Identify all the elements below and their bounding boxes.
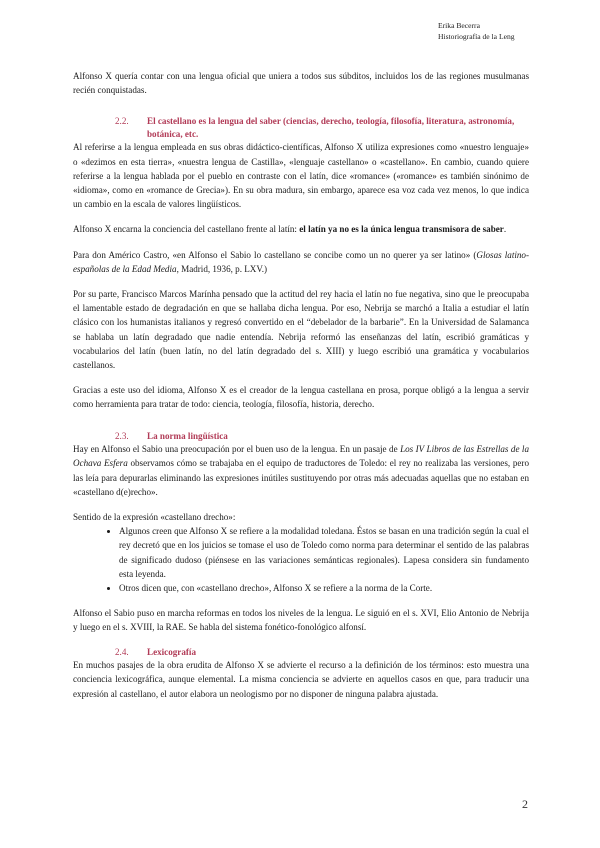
page-number: 2 xyxy=(522,797,528,811)
paragraph: Al referirse a la lengua empleada en sus obras didáctico-científicas, Alfonso X utiliza expresiones como «nuestro lenguaje» o «dezimos en esta tierra», «nuestra lengua de Castilla», «lenguaje castellano» o «castellano». En cambio, cuando quiere referirse a la lengua hablada por el pueblo en contraste con el latín, dice «romance» («romance» es también sinónimo de «idioma», como en «romance de Grecia»). En su obra madura, sin embargo, aparece esa voz cada vez menos, lo que indica un cambio en la escala de valores lingüísticos. xyxy=(73,142,529,210)
book-title: Los IV Libros de las Estrellas de la Ochava Esfera xyxy=(73,444,529,469)
text-run: Alfonso X encarna la conciencia del castellano frente al latín: xyxy=(73,224,300,235)
document-body xyxy=(73,69,529,701)
paragraph: Alfonso X quería contar con una lengua oficial que uniera a todos sus súbditos, incluidos los de las regiones musulmanas recién conquistadas. xyxy=(73,71,529,96)
text-run: Hay en Alfonso el Sabio una preocupación por el buen uso de la lengua. En un pasaje de xyxy=(73,444,401,455)
list-item: • Algunos creen que Alfonso X se refiere a la modalidad toledana. Éstos se basan en una tradición según la cual el rey decretó que en los juicios se tomase el uso de Toledo como norma para determinar el sentido de las palabras de significado dudoso (piénsese en las variaciones semánticas regionales). Lapesa considera sin fundamento esta leyenda. xyxy=(119,524,529,581)
text-run: Para don Américo Castro, «en Alfonso el Sabio lo castellano se concibe como un no querer ya ser latino» ( xyxy=(73,249,477,260)
section-title: La norma lingüística xyxy=(147,430,228,441)
paragraph xyxy=(73,442,529,499)
book-title: Glosas latino-españolas de la Edad Media xyxy=(73,249,529,274)
bullet-list xyxy=(73,524,529,595)
section-number: 2.3. xyxy=(115,430,129,441)
paragraph xyxy=(73,222,529,236)
section-title: Lexicografía xyxy=(147,646,196,657)
section-heading-2-3 xyxy=(73,430,529,443)
section-heading-2-2 xyxy=(73,115,529,140)
text-run: . xyxy=(503,224,507,235)
paragraph: Gracias a este uso del idioma, Alfonso X es el creador de la lengua castellana en prosa, porque obligó a la lengua a servir como herramienta para tratar de todo: ciencia, teología, filosofía, historia, derecho. xyxy=(73,385,529,410)
section-number: 2.2. xyxy=(115,116,129,127)
page-header xyxy=(438,20,528,42)
list-item: • Otros dicen que, con «castellano drecho», Alfonso X se refiere a la norma de la Corte. xyxy=(119,581,529,595)
header-course: Historiografía de la Leng xyxy=(438,32,515,41)
emphasis-text: el latín ya no es la única lengua transmisora de saber xyxy=(299,224,504,235)
paragraph: Por su parte, Francisco Marcos Marínha pensado que la actitud del rey hacia el latín no fue negativa, sino que le preocupaba el lamentable estado de degradación en que se hallaba dicha lengua. Por eso, Nebrija se marchó a Italia a estudiar el latín clásico con los humanistas italianos y regresó convertido en el “debelador de la barbarie”. En la Universidad de Salamanca se hablaba un latín degradado que nadie entendía. Nebrija reformó las enseñanzas del latín, escribió gramáticas y vocabularios del latín (buen latín, no del latín degradado del s. XIII) y luego escribió una gramática y vocabularios castellanos. xyxy=(73,289,529,371)
text-run: , Madrid, 1936, p. LXV.) xyxy=(176,263,268,274)
section-title: El castellano es la lengua del saber (ciencias, derecho, teología, filosofía, literatura, astronomía, botánica, etc. xyxy=(147,116,515,139)
section-number: 2.4. xyxy=(115,646,129,657)
text-run: observamos cómo se trabajaba en el equipo de traductores de Toledo: el rey no realizaba las versiones, pero las leía para depurarlas eliminando las expresiones inútiles sustituyendo por otras más adecuadas aquellas que no estaban en «castellano d(e)recho». xyxy=(73,458,530,497)
paragraph: Sentido de la expresión «castellano drecho»: xyxy=(73,511,236,522)
paragraph xyxy=(73,248,529,276)
paragraph: Alfonso el Sabio puso en marcha reformas en todos los niveles de la lengua. Le siguió en el s. XVI, Elio Antonio de Nebrija y luego en el s. XVIII, la RAE. Se habla del sistema fonético-fonológico alfonsí. xyxy=(73,608,529,633)
header-author: Erika Becerra xyxy=(438,21,480,30)
paragraph: En muchos pasajes de la obra erudita de Alfonso X se advierte el recurso a la definición de los términos: esto muestra una conciencia lexicográfica, aunque elemental. La misma conciencia se advierte en aquellos casos en que, para traducir una expresión al castellano, el autor elabora un neologismo por no disponer de ninguna palabra ajustada. xyxy=(73,660,529,699)
section-heading-2-4 xyxy=(73,646,529,659)
